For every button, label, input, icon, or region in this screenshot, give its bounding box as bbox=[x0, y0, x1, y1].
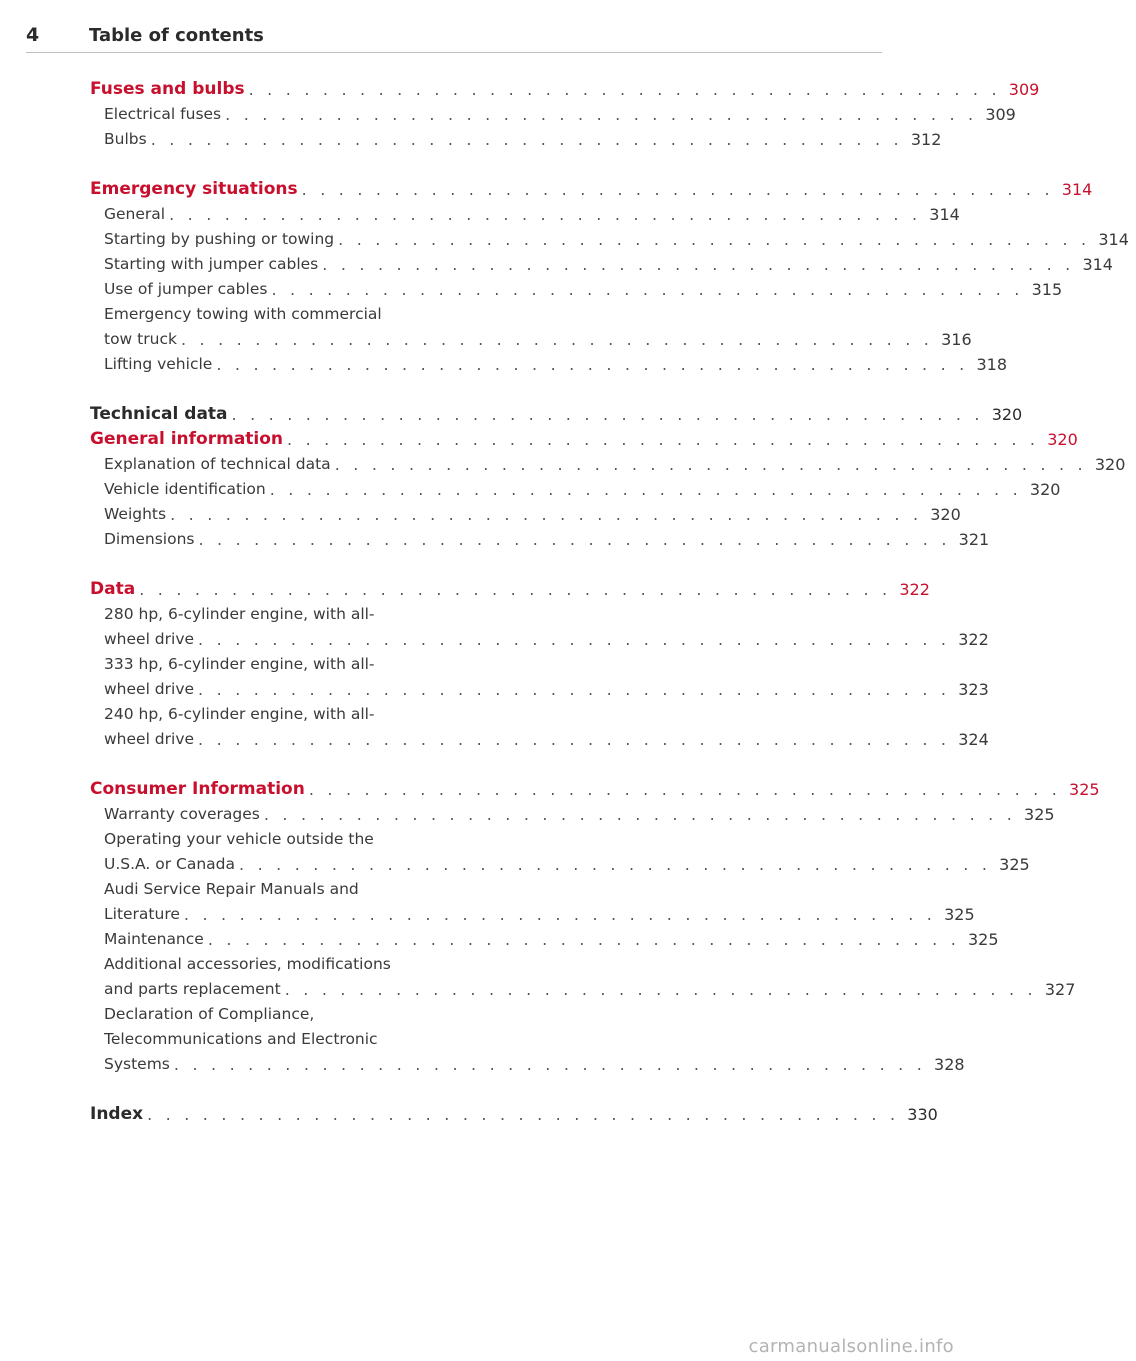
toc-entry-label: General information bbox=[90, 429, 284, 449]
toc-page-number: 314 bbox=[1061, 180, 1093, 199]
toc-entry bbox=[90, 302, 468, 327]
toc-entry[interactable] bbox=[90, 902, 975, 927]
dot-leader: . . . . . . . . . . . . . . . . . . . . . . . . . . . . . . . . . . . . . . . . . bbox=[301, 180, 1054, 199]
toc-entry[interactable] bbox=[90, 927, 999, 952]
section-gap bbox=[90, 752, 468, 777]
toc-entry-label: Electrical fuses bbox=[104, 105, 222, 123]
dot-leader: . . . . . . . . . . . . . . . . . . . . . . . . . . . . . . . . . . . . . . . . . bbox=[225, 105, 978, 124]
toc-entry[interactable] bbox=[90, 227, 1129, 252]
toc-entry-label: U.S.A. or Canada bbox=[104, 855, 235, 873]
dot-leader: . . . . . . . . . . . . . . . . . . . . . . . . . . . . . . . . . . . . . . . . . bbox=[271, 280, 1024, 299]
dot-leader: . . . . . . . . . . . . . . . . . . . . . . . . . . . . . . . . . . . . . . . . . bbox=[263, 805, 1017, 824]
toc-page-number: 320 bbox=[1029, 480, 1061, 499]
toc-page-number: 312 bbox=[910, 130, 942, 149]
toc-entry-label: tow truck bbox=[104, 330, 177, 348]
toc-page-number: 323 bbox=[958, 680, 989, 699]
page-header bbox=[26, 24, 882, 53]
table-of-contents bbox=[90, 77, 1129, 1127]
dot-leader: . . . . . . . . . . . . . . . . . . . . . . . . . . . . . . . . . . . . . . . . . bbox=[183, 905, 937, 924]
toc-page-number: 320 bbox=[930, 505, 961, 524]
toc-page-number: 320 bbox=[1047, 430, 1078, 449]
toc-entry-label: Data bbox=[90, 579, 136, 599]
toc-entry[interactable] bbox=[90, 202, 960, 227]
toc-entry-label: General bbox=[104, 205, 166, 223]
dot-leader: . . . . . . . . . . . . . . . . . . . . . . . . . . . . . . . . . . . . . . . . . bbox=[308, 780, 1062, 799]
toc-entry-label: Emergency towing with commercial bbox=[104, 305, 382, 323]
toc-page-number: 320 bbox=[1094, 455, 1126, 474]
toc-entry-label: Vehicle identification bbox=[104, 480, 266, 498]
toc-entry[interactable] bbox=[90, 252, 1113, 277]
toc-entry-label: wheel drive bbox=[104, 630, 195, 648]
page-title: Table of contents bbox=[89, 25, 264, 46]
toc-entry-label: Bulbs bbox=[104, 130, 147, 148]
toc-page-number: 324 bbox=[958, 730, 989, 749]
toc-entry[interactable] bbox=[90, 977, 1076, 1002]
toc-entry-label: wheel drive bbox=[104, 730, 195, 748]
toc-entry-label: Additional accessories, modifications bbox=[104, 955, 391, 973]
toc-entry[interactable] bbox=[90, 1052, 965, 1077]
dot-leader: . . . . . . . . . . . . . . . . . . . . . . . . . . . . . . . . . . . . . . . . . bbox=[248, 80, 1001, 99]
toc-page-number: 314 bbox=[1098, 230, 1129, 249]
dot-leader: . . . . . . . . . . . . . . . . . . . . . . . . . . . . . . . . . . . . . . . . . bbox=[239, 855, 992, 874]
toc-entry[interactable] bbox=[90, 127, 942, 152]
dot-leader: . . . . . . . . . . . . . . . . . . . . . . . . . . . . . . . . . . . . . . . . . bbox=[173, 1055, 927, 1074]
toc-section-entry[interactable] bbox=[90, 177, 1093, 202]
toc-entry-label: 333 hp, 6-cylinder engine, with all- bbox=[104, 655, 375, 673]
toc-entry bbox=[90, 652, 468, 677]
toc-page-number: 325 bbox=[1069, 780, 1100, 799]
toc-entry[interactable] bbox=[90, 527, 990, 552]
toc-entry-label: Audi Service Repair Manuals and bbox=[104, 880, 359, 898]
toc-entry-label: Warranty coverages bbox=[104, 805, 260, 823]
toc-page-number: 328 bbox=[934, 1055, 965, 1074]
toc-entry bbox=[90, 877, 468, 902]
page-number: 4 bbox=[26, 24, 40, 46]
toc-entry-label: Explanation of technical data bbox=[104, 455, 331, 473]
toc-page-number: 309 bbox=[1008, 80, 1040, 99]
toc-entry[interactable] bbox=[90, 352, 1008, 377]
toc-entry bbox=[90, 602, 468, 627]
toc-page-number: 322 bbox=[899, 580, 930, 599]
section-gap bbox=[90, 1077, 468, 1102]
toc-section-entry[interactable] bbox=[90, 777, 1100, 802]
toc-page-number: 327 bbox=[1044, 980, 1076, 999]
toc-entry-label: Technical data bbox=[90, 404, 228, 424]
toc-entry[interactable] bbox=[90, 802, 1055, 827]
toc-entry bbox=[90, 702, 468, 727]
toc-page-number: 315 bbox=[1031, 280, 1063, 299]
toc-entry[interactable] bbox=[90, 452, 1126, 477]
dot-leader: . . . . . . . . . . . . . . . . . . . . . . . . . . . . . . . . . . . . . . . . . bbox=[170, 505, 923, 524]
toc-entry[interactable] bbox=[90, 327, 972, 352]
section-gap bbox=[90, 377, 468, 402]
toc-entry-label: Starting with jumper cables bbox=[104, 255, 319, 273]
toc-entry-label: Consumer Information bbox=[90, 779, 305, 799]
toc-section-entry[interactable] bbox=[90, 402, 1023, 427]
dot-leader: . . . . . . . . . . . . . . . . . . . . . . . . . . . . . . . . . . . . . . . . . bbox=[150, 130, 903, 149]
dot-leader: . . . . . . . . . . . . . . . . . . . . . . . . . . . . . . . . . . . . . . . . . bbox=[207, 930, 960, 949]
toc-page-number: 322 bbox=[958, 630, 989, 649]
toc-section-entry[interactable] bbox=[90, 427, 1078, 452]
toc-entry-label: Fuses and bulbs bbox=[90, 79, 245, 99]
toc-entry-label: Systems bbox=[104, 1055, 170, 1073]
toc-page-number: 325 bbox=[1024, 805, 1055, 824]
toc-entry[interactable] bbox=[90, 277, 1063, 302]
section-gap bbox=[90, 552, 468, 577]
toc-entry-label: Weights bbox=[104, 505, 167, 523]
toc-entry[interactable] bbox=[90, 627, 989, 652]
dot-leader: . . . . . . . . . . . . . . . . . . . . . . . . . . . . . . . . . . . . . . . . . bbox=[139, 580, 892, 599]
toc-page-number: 325 bbox=[968, 930, 999, 949]
dot-leader: . . . . . . . . . . . . . . . . . . . . . . . . . . . . . . . . . . . . . . . . . bbox=[269, 480, 1022, 499]
toc-entry bbox=[90, 1002, 468, 1027]
toc-entry[interactable] bbox=[90, 852, 1030, 877]
toc-entry-label: Literature bbox=[104, 905, 180, 923]
toc-entry-label: Use of jumper cables bbox=[104, 280, 268, 298]
toc-page-number: 318 bbox=[976, 355, 1008, 374]
dot-leader: . . . . . . . . . . . . . . . . . . . . . . . . . . . . . . . . . . . . . . . . . bbox=[198, 630, 951, 649]
toc-entry bbox=[90, 827, 468, 852]
toc-page-number: 325 bbox=[999, 855, 1030, 874]
toc-entry-label: wheel drive bbox=[104, 680, 195, 698]
dot-leader: . . . . . . . . . . . . . . . . . . . . . . . . . . . . . . . . . . . . . . . . . bbox=[198, 530, 951, 549]
section-gap bbox=[90, 152, 468, 177]
dot-leader: . . . . . . . . . . . . . . . . . . . . . . . . . . . . . . . . . . . . . . . . . bbox=[284, 980, 1037, 999]
dot-leader: . . . . . . . . . . . . . . . . . . . . . . . . . . . . . . . . . . . . . . . . . bbox=[147, 1105, 900, 1124]
toc-entry[interactable] bbox=[90, 727, 989, 752]
toc-section-entry[interactable] bbox=[90, 1102, 938, 1127]
toc-entry[interactable] bbox=[90, 477, 1061, 502]
toc-entry-label: Emergency situations bbox=[90, 179, 298, 199]
dot-leader: . . . . . . . . . . . . . . . . . . . . . . . . . . . . . . . . . . . . . . . . . bbox=[216, 355, 969, 374]
toc-entry-label: 280 hp, 6-cylinder engine, with all- bbox=[104, 605, 375, 623]
dot-leader: . . . . . . . . . . . . . . . . . . . . . . . . . . . . . . . . . . . . . . . . . bbox=[338, 230, 1091, 249]
toc-entry[interactable] bbox=[90, 102, 1016, 127]
dot-leader: . . . . . . . . . . . . . . . . . . . . . . . . . . . . . . . . . . . . . . . . . bbox=[198, 680, 951, 699]
toc-page-number: 321 bbox=[958, 530, 990, 549]
toc-entry-label: Index bbox=[90, 1104, 144, 1124]
dot-leader: . . . . . . . . . . . . . . . . . . . . . . . . . . . . . . . . . . . . . . . . . bbox=[180, 330, 934, 349]
toc-section-entry[interactable] bbox=[90, 77, 1040, 102]
toc-entry bbox=[90, 1027, 468, 1052]
watermark-text: carmanualsonline.info bbox=[748, 1336, 954, 1357]
toc-entry-label: Maintenance bbox=[104, 930, 204, 948]
toc-page-number: 320 bbox=[991, 405, 1023, 424]
toc-page-number: 316 bbox=[941, 330, 972, 349]
dot-leader: . . . . . . . . . . . . . . . . . . . . . . . . . . . . . . . . . . . . . . . . . bbox=[322, 255, 1075, 274]
toc-entry[interactable] bbox=[90, 502, 961, 527]
toc-entry-label: 240 hp, 6-cylinder engine, with all- bbox=[104, 705, 375, 723]
toc-page-number: 314 bbox=[1082, 255, 1113, 274]
dot-leader: . . . . . . . . . . . . . . . . . . . . . . . . . . . . . . . . . . . . . . . . . bbox=[334, 455, 1087, 474]
toc-page-number: 314 bbox=[929, 205, 960, 224]
toc-entry-label: and parts replacement bbox=[104, 980, 281, 998]
toc-section-entry[interactable] bbox=[90, 577, 930, 602]
toc-entry bbox=[90, 952, 468, 977]
toc-entry-label: Operating your vehicle outside the bbox=[104, 830, 374, 848]
toc-entry-label: Lifting vehicle bbox=[104, 355, 213, 373]
toc-entry-label: Telecommunications and Electronic bbox=[104, 1030, 378, 1048]
toc-page-number: 309 bbox=[985, 105, 1016, 124]
toc-entry[interactable] bbox=[90, 677, 989, 702]
toc-entry-label: Starting by pushing or towing bbox=[104, 230, 335, 248]
dot-leader: . . . . . . . . . . . . . . . . . . . . . . . . . . . . . . . . . . . . . . . . . bbox=[169, 205, 922, 224]
toc-page-number: 325 bbox=[944, 905, 975, 924]
toc-entry-label: Dimensions bbox=[104, 530, 195, 548]
dot-leader: . . . . . . . . . . . . . . . . . . . . . . . . . . . . . . . . . . . . . . . . . bbox=[198, 730, 951, 749]
toc-entry-label: Declaration of Compliance, bbox=[104, 1005, 315, 1023]
dot-leader: . . . . . . . . . . . . . . . . . . . . . . . . . . . . . . . . . . . . . . . . . bbox=[231, 405, 984, 424]
toc-page-number: 330 bbox=[907, 1105, 938, 1124]
dot-leader: . . . . . . . . . . . . . . . . . . . . . . . . . . . . . . . . . . . . . . . . . bbox=[287, 430, 1040, 449]
